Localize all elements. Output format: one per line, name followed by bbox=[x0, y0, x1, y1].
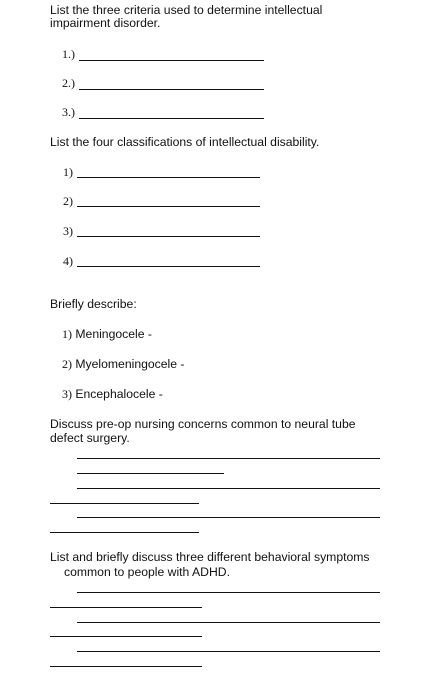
q2-item-2-number: 2) bbox=[63, 194, 73, 208]
q4-answer-line-4[interactable] bbox=[50, 503, 199, 504]
q5-answer-line-1[interactable] bbox=[77, 592, 380, 593]
q5-answer-line-5[interactable] bbox=[77, 651, 380, 652]
q2-answer-line-1[interactable] bbox=[77, 177, 260, 178]
q4-answer-line-6[interactable] bbox=[50, 532, 199, 533]
q3-item-3 bbox=[62, 387, 163, 401]
q3-prompt: Briefly describe: bbox=[50, 297, 137, 311]
q3-item-2-number: 2) bbox=[62, 357, 72, 371]
q1-prompt-line2: impairment disorder. bbox=[50, 16, 161, 30]
q1-item-2-number: 2.) bbox=[62, 76, 75, 90]
q5-answer-line-3[interactable] bbox=[77, 622, 380, 623]
q4-answer-line-2[interactable] bbox=[77, 473, 224, 474]
q4-answer-line-3[interactable] bbox=[77, 488, 380, 489]
q4-answer-line-1[interactable] bbox=[77, 458, 380, 459]
q5-answer-line-2[interactable] bbox=[50, 607, 202, 608]
q3-item-2-label: Myelomeningocele - bbox=[75, 357, 185, 371]
q2-answer-line-4[interactable] bbox=[77, 266, 260, 267]
q2-prompt: List the four classifications of intellectual disability. bbox=[50, 135, 320, 149]
q4-answer-line-5[interactable] bbox=[77, 517, 380, 518]
q2-item-4-number: 4) bbox=[63, 254, 73, 268]
q5-answer-line-6[interactable] bbox=[50, 666, 202, 667]
q3-item-3-label: Encephalocele - bbox=[75, 387, 163, 401]
q5-answer-line-4[interactable] bbox=[50, 636, 202, 637]
q2-answer-line-2[interactable] bbox=[77, 206, 260, 207]
q3-item-1-number: 1) bbox=[62, 327, 72, 341]
q2-answer-line-3[interactable] bbox=[77, 236, 260, 237]
q3-item-1 bbox=[62, 327, 152, 341]
q1-answer-line-1[interactable] bbox=[79, 60, 264, 61]
q4-prompt-line1: Discuss pre-op nursing concerns common to neural tube bbox=[50, 417, 356, 431]
q5-prompt-line1: List and briefly discuss three different behavioral symptoms bbox=[50, 550, 370, 564]
q1-prompt-line1: List the three criteria used to determine intellectual bbox=[50, 3, 323, 17]
q5-prompt-line2: common to people with ADHD. bbox=[64, 565, 230, 579]
q3-item-3-number: 3) bbox=[62, 387, 72, 401]
q2-item-3-number: 3) bbox=[63, 224, 73, 238]
q1-answer-line-2[interactable] bbox=[79, 89, 264, 90]
q4-prompt-line2: defect surgery. bbox=[50, 431, 130, 445]
q1-item-1-number: 1.) bbox=[62, 47, 75, 61]
q1-answer-line-3[interactable] bbox=[79, 118, 264, 119]
q1-item-3-number: 3.) bbox=[62, 105, 75, 119]
q3-item-1-label: Meningocele - bbox=[75, 327, 152, 341]
q2-item-1-number: 1) bbox=[63, 165, 73, 179]
q3-item-2 bbox=[62, 357, 184, 371]
